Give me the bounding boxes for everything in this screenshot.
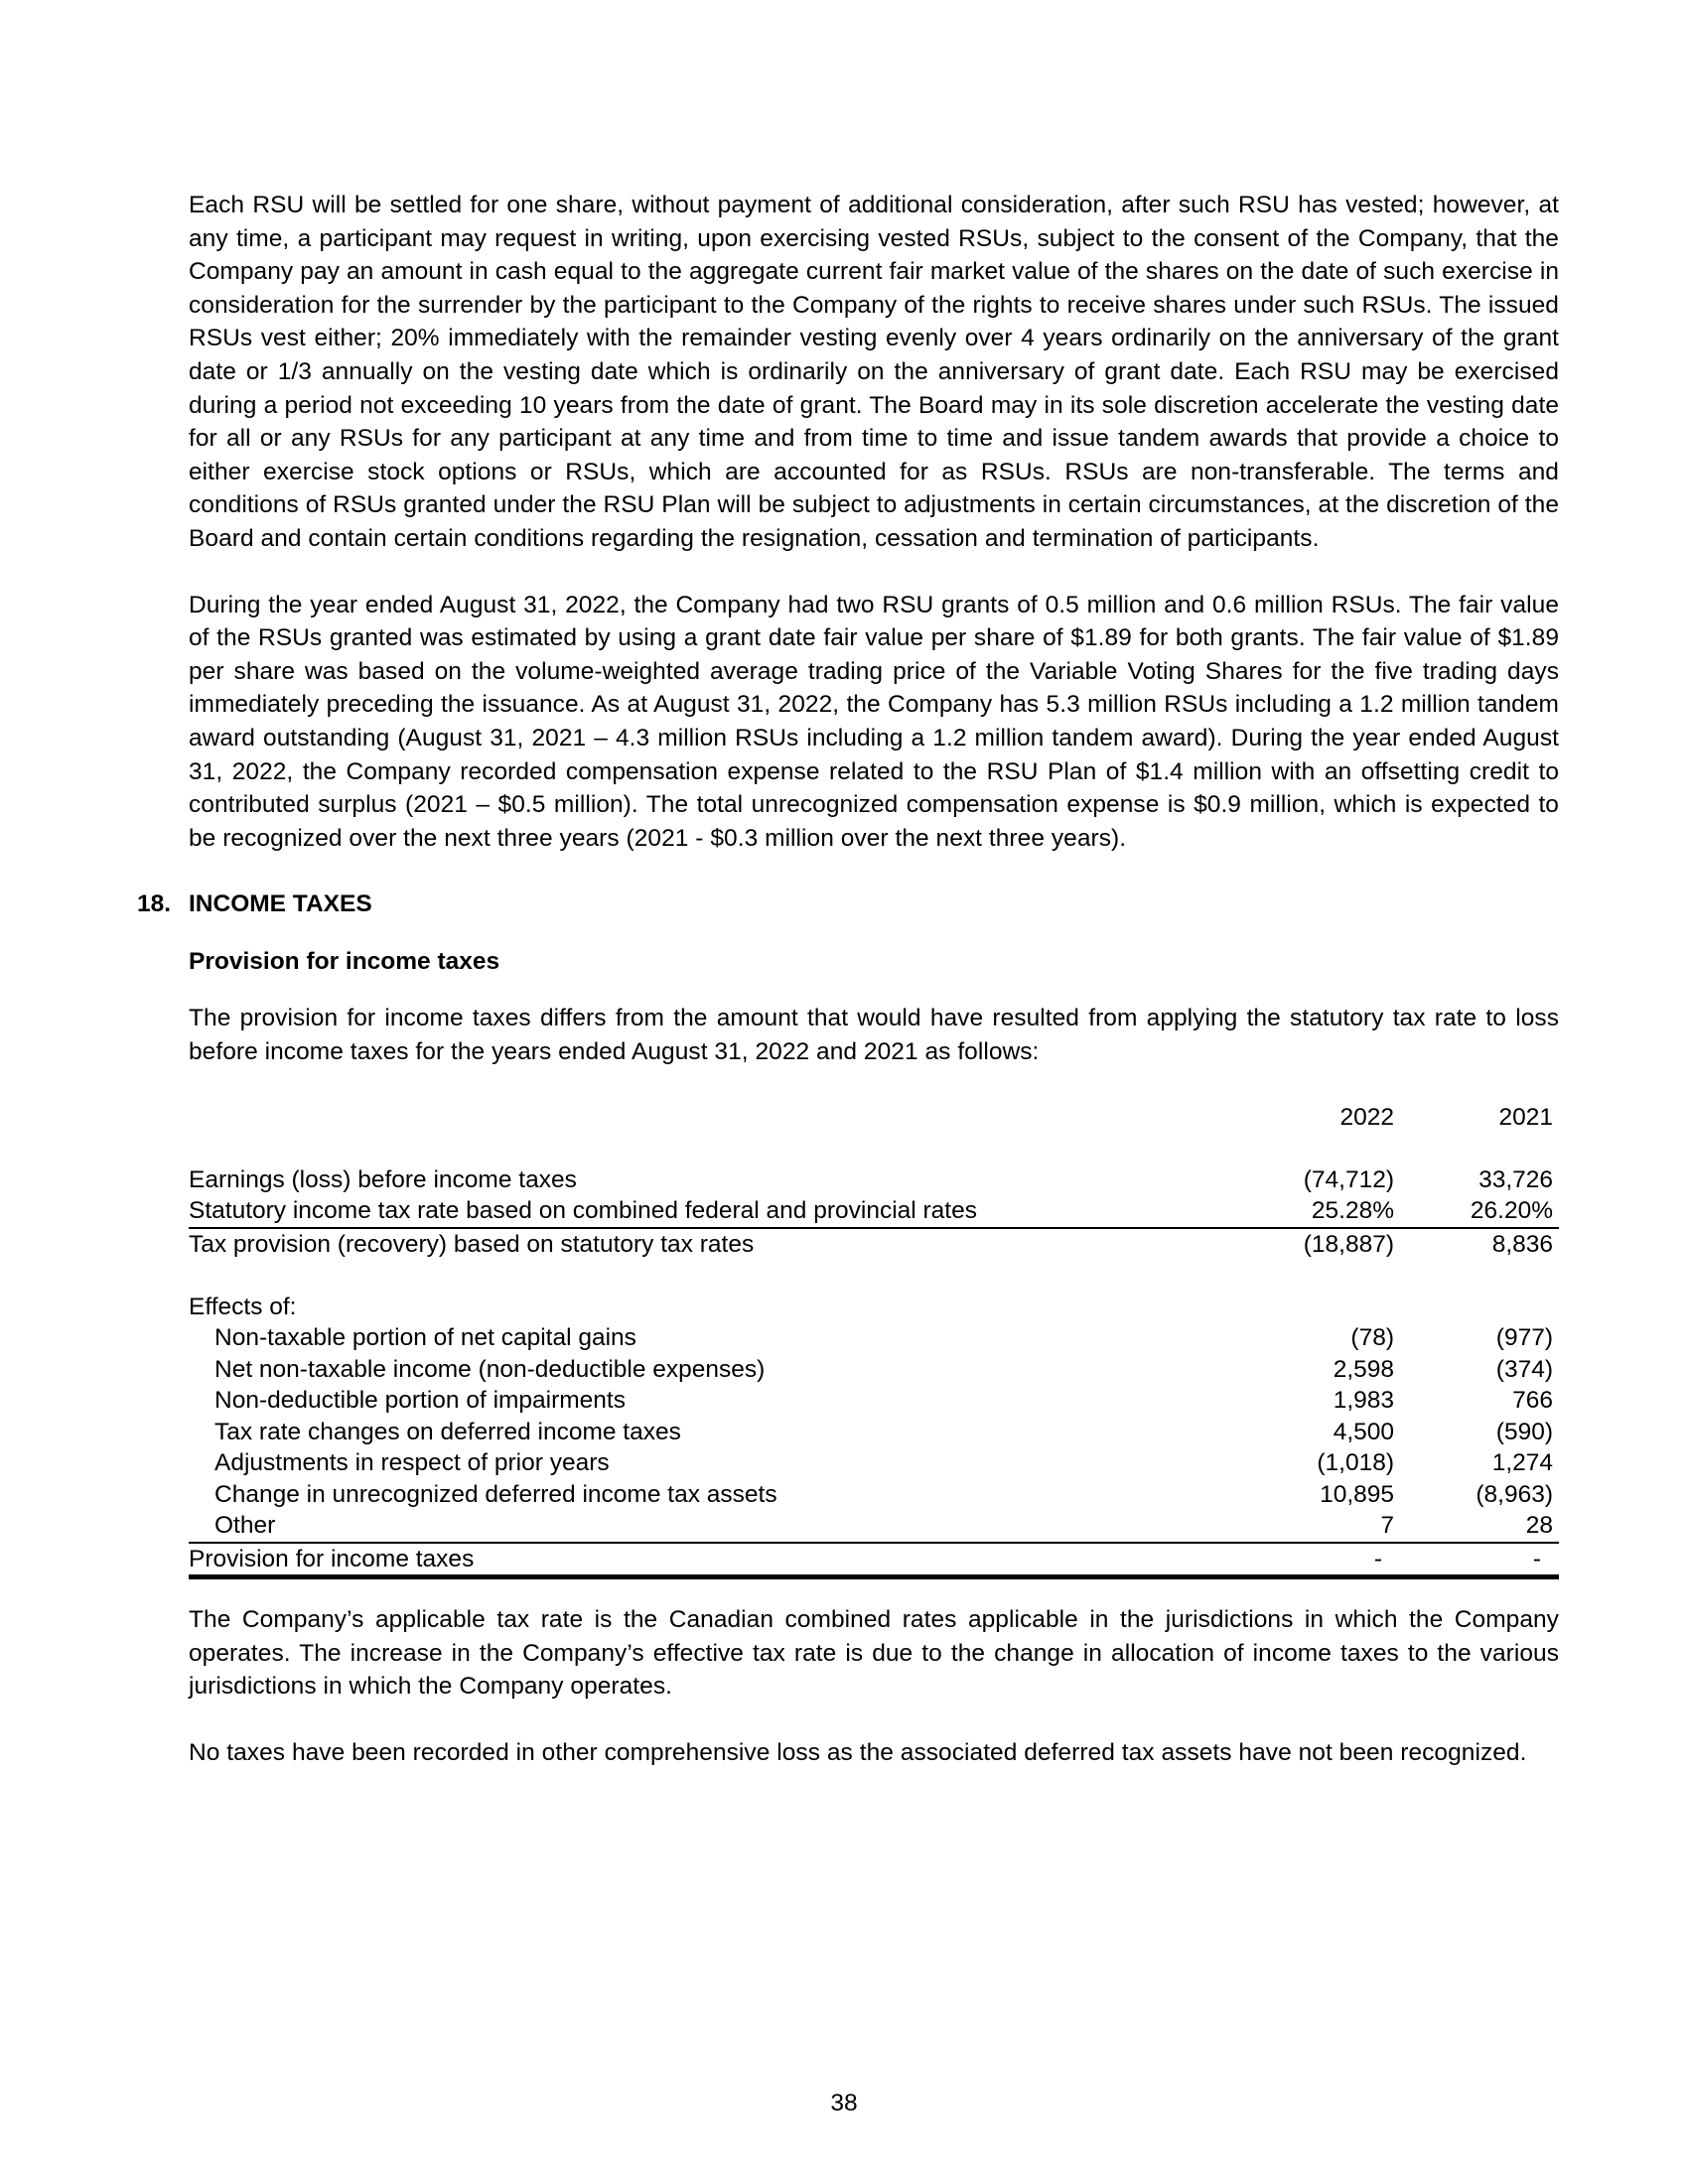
row-label: Adjustments in respect of prior years [214,1449,610,1477]
table-row [189,1322,1559,1354]
table-row [189,1195,1559,1228]
paragraph-applicable-rate: The Company’s applicable tax rate is the Canadian combined rates applicable in the jurisdictions in which the Company operates. The increase in the Company’s effective tax rate is due to the change in allocation of income taxes to the various jurisdictions in which the Company operates. [189,1606,1559,1701]
row-value-2022: (78) [1350,1324,1394,1352]
row-value-2021: 766 [1512,1387,1553,1415]
table-row [189,1447,1559,1479]
row-value-2022: 7 [1241,1510,1400,1543]
table-row [189,1510,1559,1543]
spacer [189,921,1559,945]
total-value-2021: - [1400,1543,1559,1577]
row-value-2022: (18,887) [1303,1230,1394,1258]
row-value-2022: 2,598 [1333,1355,1394,1383]
page-number: 38 [830,2090,858,2116]
spacer [189,1704,1559,1736]
section-heading [137,887,1559,921]
row-value-2022: 1,983 [1333,1387,1394,1415]
table-row [189,1228,1559,1261]
spacer-cell [1241,1133,1400,1164]
table-row [189,1417,1559,1448]
effects-heading-blank-2022 [1241,1292,1400,1323]
paragraph-no-taxes: No taxes have been recorded in other comprehensive loss as the associated deferred tax assets have not been recognized. [189,1738,1527,1766]
spacer-cell [1400,1133,1559,1164]
table-header-2022: 2022 [1339,1103,1394,1131]
spacer [189,1069,1559,1102]
paragraph-rsu-terms: Each RSU will be settled for one share, without payment of additional consideration, after such RSU has vested; however, at any time, a participant may request in writing, upon exercising vested RSUs, subject to the consent of the Company, that the Company pay an amount in cash equal to the aggregate current fair market value of the shares on the date of such exercise in consideration for the surrender by the participant to the Company of the rights to receive shares under such RSUs. The issued RSUs vest either; 20% immediately with the remainder vesting evenly over 4 years ordinarily on the anniversary of the grant date or 1/3 annually on the vesting date which is ordinarily on the anniversary of grant date. Each RSU may be exercised during a period not exceeding 10 years from the date of grant. The Board may in its sole discretion accelerate the vesting date for all or any RSUs for any participant at any time and from time to time and issue tandem awards that provide a choice to either exercise stock options or RSUs, which are accounted for as RSUs. RSUs are non-transferable. The terms and conditions of RSUs granted under the RSU Plan will be subject to adjustments in certain circumstances, at the discretion of the Board and contain certain conditions regarding the resignation, cessation and termination of participants. [189,192,1559,552]
spacer [189,1579,1559,1603]
table-row [189,1354,1559,1386]
paragraph-rsu-grants: During the year ended August 31, 2022, the Company had two RSU grants of 0.5 million and 0.6 million RSUs. The fair value of the RSUs granted was estimated by using a grant date fair value per share of $1.89 for both grants. The fair value of $1.89 per share was based on the volume-weighted average trading price of the Variable Voting Shares for the five trading days immediately preceding the issuance. As at August 31, 2022, the Company has 5.3 million RSUs including a 1.2 million tandem award outstanding (August 31, 2021 – 4.3 million RSUs including a 1.2 million tandem award). During the year ended August 31, 2022, the Company recorded compensation expense related to the RSU Plan of $1.4 million with an offsetting credit to contributed surplus (2021 – $0.5 million). The total unrecognized compensation expense is $0.9 million, which is expected to be recognized over the next three years (2021 - $0.3 million over the next three years). [189,591,1559,852]
row-value-2021: (977) [1495,1324,1553,1352]
row-label: Tax provision (recovery) based on statutory tax rates [189,1230,755,1258]
section-title: INCOME TAXES [189,890,372,918]
row-label: Non-deductible portion of impairments [214,1387,626,1415]
table-row [189,1385,1559,1417]
table-effects-heading-row [189,1292,1559,1323]
total-value-2022: - [1241,1543,1400,1577]
row-label: Change in unrecognized deferred income tax assets [214,1480,777,1508]
row-value-2021: 8,836 [1491,1230,1553,1258]
row-value-2021: (8,963) [1476,1480,1553,1508]
row-value-2022: (1,018) [1317,1449,1394,1477]
total-label: Provision for income taxes [189,1543,1241,1577]
page-content [137,189,1559,1770]
section-number: 18. [137,890,172,918]
table-header-blank [189,1102,1241,1134]
spacer [189,855,1559,887]
row-value-2022: 10,895 [1320,1480,1394,1508]
spacer-cell [1241,1260,1400,1292]
effects-heading-blank-2021 [1400,1292,1559,1323]
table-header-2021: 2021 [1498,1103,1553,1131]
row-label: Net non-taxable income (non-deductible expenses) [214,1355,766,1383]
spacer-cell [1400,1260,1559,1292]
table-spacer-row [189,1260,1559,1292]
spacer [189,556,1559,589]
row-value-2021: 1,274 [1491,1449,1553,1477]
row-label: Non-taxable portion of net capital gains [214,1324,636,1352]
row-value-2022: 4,500 [1333,1418,1394,1445]
income-tax-reconciliation-table [189,1102,1559,1580]
row-label: Other [189,1510,1241,1543]
row-value-2022: 25.28% [1241,1195,1400,1228]
subsection-heading: Provision for income taxes [189,947,500,975]
row-value-2021: (590) [1495,1418,1553,1445]
paragraph-provision-intro: The provision for income taxes differs from the amount that would have resulted from applying the statutory tax rate to loss before income taxes for the years ended August 31, 2022 and 2021 as follows: [189,1005,1559,1066]
row-value-2021: 33,726 [1478,1165,1553,1193]
row-label: Statutory income tax rate based on combined federal and provincial rates [189,1195,1241,1228]
spacer-cell [189,1260,1241,1292]
spacer-cell [189,1133,1241,1164]
table-total-row [189,1543,1559,1577]
row-value-2022: (74,712) [1303,1165,1394,1193]
row-label: Earnings (loss) before income taxes [189,1165,577,1193]
table-spacer-row [189,1133,1559,1164]
spacer [189,978,1559,1002]
row-value-2021: (374) [1495,1355,1553,1383]
table-header-row [189,1102,1559,1134]
table-row [189,1479,1559,1511]
effects-heading: Effects of: [189,1293,297,1320]
table-row [189,1164,1559,1196]
row-value-2021: 26.20% [1400,1195,1559,1228]
row-value-2021: 28 [1400,1510,1559,1543]
row-label: Tax rate changes on deferred income taxes [214,1418,681,1445]
